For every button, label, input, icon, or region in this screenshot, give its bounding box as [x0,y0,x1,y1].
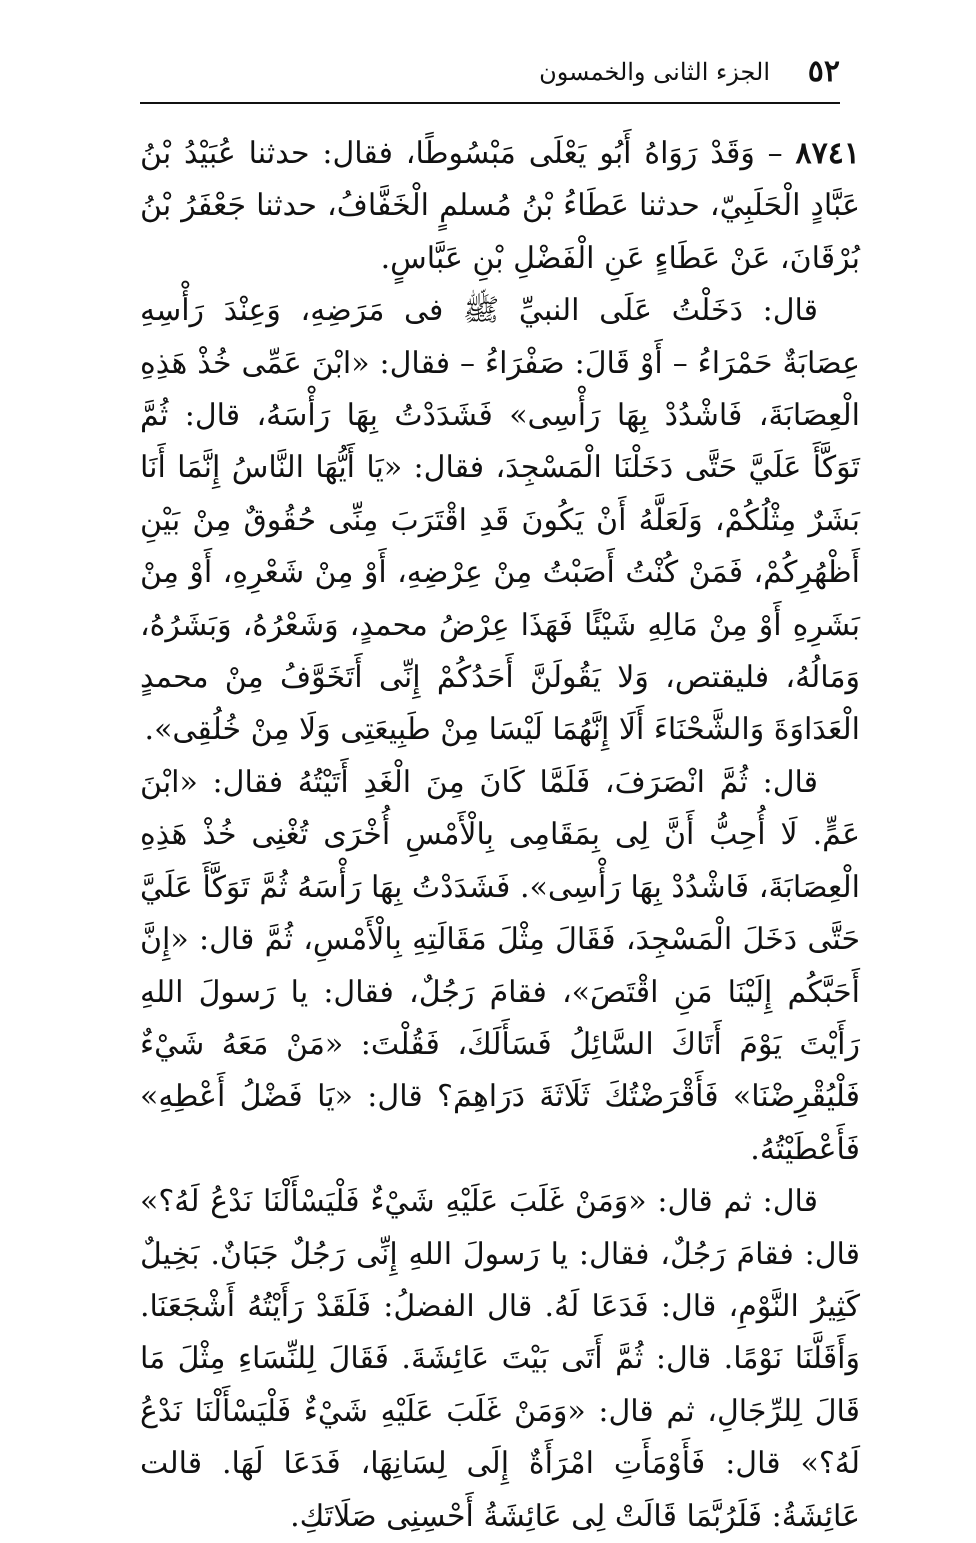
narration-paragraph [140,285,860,757]
paragraph-text: قال: ثُمَّ انْصَرَفَ، فَلَمَّا كَانَ مِنَ الْغَدِ أَتَيْتُهُ فقال: «ابْنَ عَمٍّ. لَا أُحِبُّ أَنَّ لِى بِمَقَامِى بِالْأَمْسِ أُخْرَى تُغْنِى خُذْ هَذِهِ الْعِصَابَةَ، فَاشْدُدْ بِهَا رَأْسِى». فَشَدَدْتُ بِهَا رَأْسَهُ ثُمَّ تَوَكَّأَ عَلَيَّ حَتَّى دَخَلَ الْمَسْجِدَ، فَقَالَ مِثْلَ مَقَالَتِهِ بِالْأَمْسِ، ثُمَّ قال: «إِنَّ أَحَبَّكُم إِلَيْنَا مَنِ اقْتَصَ»، فقامَ رَجُلٌ، فقال: يا رَسولَ اللهِ رَأَيْتَ يَوْمَ أَتَاكَ السَّائِلُ فَسَأَلَكَ، فَقُلْتَ: «مَنْ مَعَهُ شَيْءٌ فَلْيُقْرِضْنَا» فَأَقْرَضْتُكَ ثَلَاثَةَ دَرَاهِمَ؟ قال: «يَا فَضْلُ أَعْطِهِ» فَأَعْطَيْتُهُ. [140,764,860,1167]
running-head [140,50,840,102]
hadith-paragraph [140,128,860,285]
narration-paragraph [140,1176,860,1543]
main-text [140,128,860,1543]
narration-paragraph [140,757,860,1176]
hadith-number: ٨٧٤١ [795,136,860,171]
paragraph-text: – وَقَدْ رَوَاهُ أَبُو يَعْلَى مَبْسُوطًا، فقال: حدثنا عُبَيْدُ بْنُ عَبَّادٍ الْحَلَبِيّ، حدثنا عَطَاءُ بْنُ مُسلمٍ الْخَفَّافُ، حدثنا جَعْفَرُ بْنُ بُرْقَانَ، عَنْ عَطَاءٍ عَنِ الْفَضْلِ بْنِ عَبَّاسٍ. [140,136,860,276]
running-head-title: الجزء الثانى والخمسون [539,58,770,86]
paragraph-text: قال: دَخَلْتُ عَلَى النبيِّ ﷺ فى مَرَضِهِ، وَعِنْدَ رَأْسِهِ عِصَابَةٌ حَمْرَاءُ – أَوْ قَالَ: صَفْرَاءُ – فقال: «ابْنَ عَمِّى خُذْ هَذِهِ الْعِصَابَةَ، فَاشْدُدْ بِهَا رَأْسِى» فَشَدَدْتُ بِهَا رَأْسَهُ، قال: ثُمَّ تَوَكَّأَ عَلَيَّ حَتَّى دَخَلْنَا الْمَسْجِدَ، فقال: «يَا أَيُّهَا النَّاسُ إِنَّمَا أَنَا بَشَرٌ مِثْلُكُمْ، وَلَعَلَّهُ أَنْ يَكُونَ قَدِ اقْتَرَبَ مِنِّى حُقُوقٌ مِنْ بَيْنِ أَظْهُرِكُمْ، فَمَنْ كُنْتُ أَصَبْتُ مِنْ عِرْضِهِ، أَوْ مِنْ شَعْرِهِ، أَوْ مِنْ بَشَرِهِ أَوْ مِنْ مَالِهِ شَيْئًا فَهَذَا عِرْضُ محمدٍ، وَشَعْرُهُ، وَبَشَرُهُ، وَمَالُهُ، فليقتص، وَلا يَقُولَنَّ أَحَدُكُمْ إِنِّى أَتَخَوَّفُ مِنْ محمدٍ الْعَدَاوَةَ وَالشَّحْنَاءَ أَلَا إِنَّهُمَا لَيْسَا مِنْ طَبِيعَتِى وَلَا مِنْ خُلُقِى». [140,293,860,748]
page-number: ٥٢ [807,54,840,89]
paragraph-text: قال: ثم قال: «وَمَنْ غَلَبَ عَلَيْهِ شَيْءٌ فَلْيَسْأَلْنَا نَدْعُ لَهُ؟» قال: فقامَ رَجُلٌ، فقال: يا رَسولَ اللهِ إِنِّى رَجُلٌ جَبَانٌ. بَخِيلٌ كَثِيرُ النَّوْمِ، قال: فَدَعَا لَهُ. قال الفضلُ: فَلَقَدْ رَأَيْتُهُ أَشْجَعَنَا. وَأَقَلَّنَا نَوْمًا. قال: ثُمَّ أَتَى بَيْتَ عَائِشَةَ. فَقَالَ لِلنِّسَاءِ مِثْلَ مَا قَالَ لِلرِّجَالِ، ثم قال: «وَمَنْ غَلَبَ عَلَيْهِ شَيْءٌ فَلْيَسْأَلْنَا نَدْعُ لَهُ؟» قال: فَأَوْمَأَتِ امْرَأَةٌ إِلَى لِسَانِهَا، فَدَعَا لَهَا. قالت عَائِشَةُ: فَلَرُبَّمَا قَالَتْ لِى عَائِشَةُ أَحْسِنِى صَلَاتَكِ. [140,1184,860,1534]
header-divider [140,102,840,104]
